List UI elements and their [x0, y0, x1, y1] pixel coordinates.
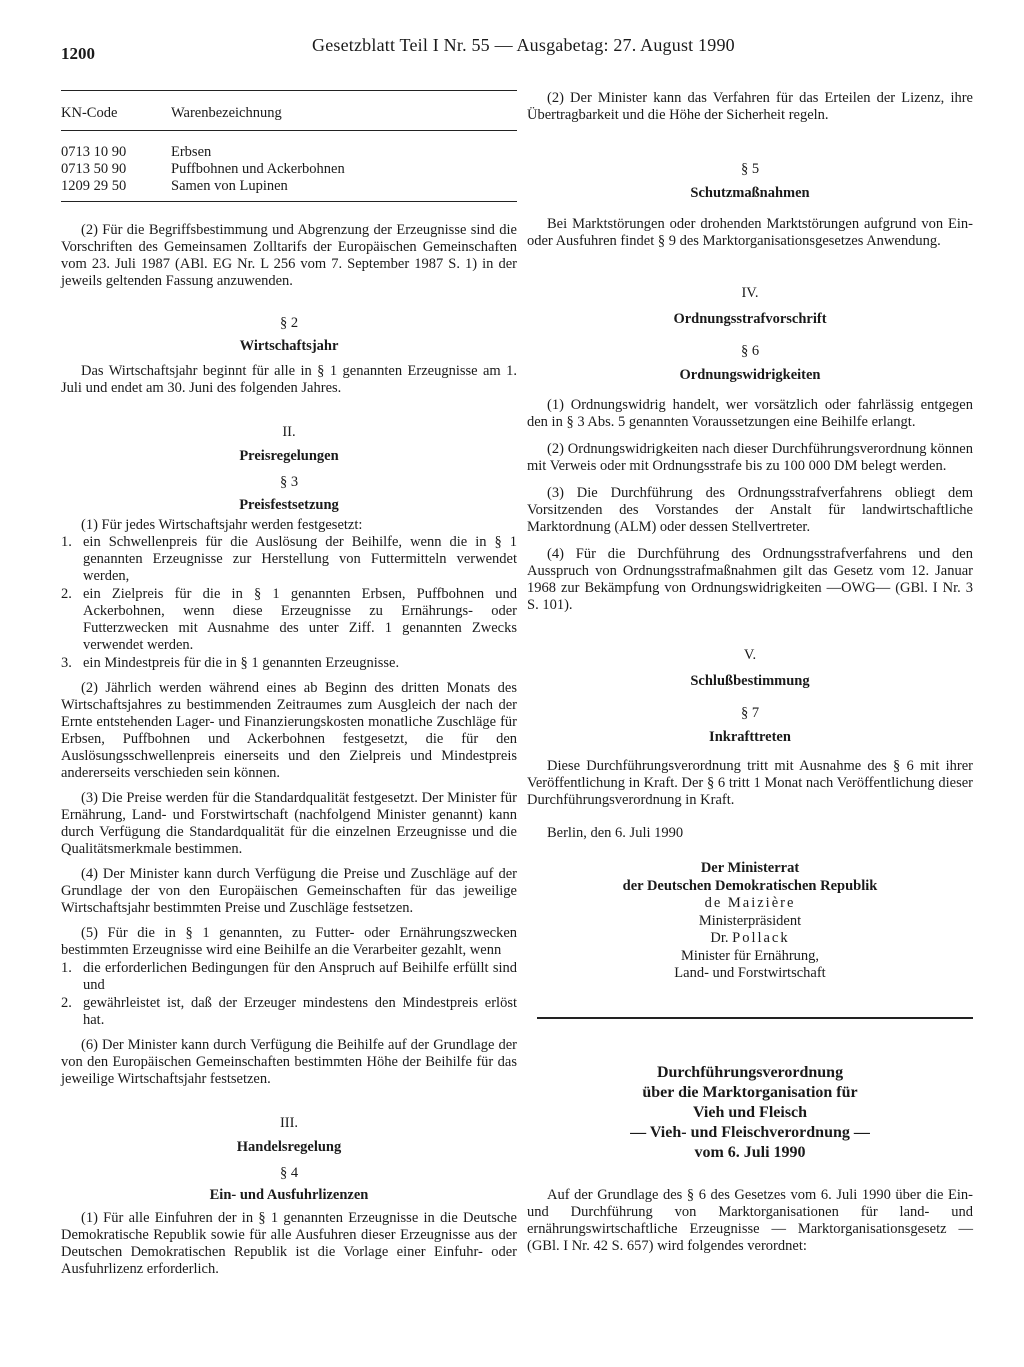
signature-title-2a: Minister für Ernährung, — [680, 947, 820, 964]
section-sign-6: § 6 — [740, 343, 760, 359]
list-item-text: ein Mindestpreis für die in § 1 genannten Erzeugnisse. — [83, 655, 400, 671]
new-regulation-title-1: Durchführungsverordnung — [656, 1063, 844, 1081]
new-regulation-title-2: über die Marktorganisation für — [642, 1083, 858, 1101]
kn-code-table-body — [61, 144, 517, 195]
table-header-row — [61, 105, 517, 122]
section-sign-7: § 7 — [740, 705, 760, 721]
paragraph-s3-6: (6) Der Minister kann durch Verfügung die Beihilfe auf der Grundlage der von den Europäischen Gemeinschaften bestimmten Höhe der Beihilfe für das jeweilige Wirtschaftsjahr festsetzen. — [61, 1037, 517, 1087]
paragraph-s6-2: (2) Ordnungswidrigkeiten nach dieser Durchführungsverordnung können mit Verweis oder mit Ordnungsstrafe bis zu 100 000 DM belegt werden. — [527, 441, 973, 474]
section-title-2: Wirtschaftsjahr — [239, 338, 339, 354]
separator-rule — [537, 1017, 973, 1019]
paragraph-s3-4: (4) Der Minister kann durch Verfügung die Preise und Zuschläge auf der Grundlage der von den Europäischen Gemeinschaften für das jeweilige Wirtschaftsjahr bestimmten Preise und Zuschläge festsetzen. — [61, 866, 517, 916]
signature-name-2: Pollack — [732, 930, 790, 946]
list-item — [61, 995, 517, 1029]
table-header-name: Warenbezeichnung — [171, 105, 282, 121]
paragraph-s4-2: (2) Der Minister kann das Verfahren für das Erteilen der Lizenz, ihre Übertragbarkeit und die Höhe der Sicherheit regeln. — [527, 90, 973, 123]
paragraph-s3-3: (3) Die Preise werden für die Standardqualität festgesetzt. Der Minister für Ernährung, Land- und Forstwirtschaft (nachfolgend Minister genannt) kann durch Verfügung die Standardqualität für die einzelnen Erzeugnisse und die Qualitätsmerkmale bestimmen. — [61, 790, 517, 857]
paragraph-s4-1: (1) Für alle Einfuhren der in § 1 genannten Erzeugnisse in die Deutsche Demokratische Republik sowie für alle Ausfuhren dieser Erzeugnisse aus der Deutschen Demokratischen Republik ist die Vorlage einer Einfuhr- oder Ausfuhrlizenz erforderlich. — [61, 1210, 517, 1277]
signature-title-1: Ministerpräsident — [698, 912, 802, 929]
part-title-V: Schlußbestimmung — [690, 673, 810, 689]
section-title-4: Ein- und Ausfuhrlizenzen — [209, 1187, 369, 1203]
table-row — [61, 144, 517, 161]
table-cell-code: 1209 29 50 — [61, 178, 127, 194]
table-cell-name: Samen von Lupinen — [171, 178, 288, 194]
date-line: Berlin, den 6. Juli 1990 — [547, 825, 684, 841]
list-item-text: die erforderlichen Bedingungen für den Anspruch auf Beihilfe erfüllt sind und — [83, 960, 517, 993]
part-title-II: Preisregelungen — [239, 448, 339, 464]
table-cell-code: 0713 10 90 — [61, 144, 127, 160]
table-header-code: KN-Code — [61, 105, 118, 121]
signature-name-2-line — [527, 930, 973, 948]
list-item-number: 2. — [61, 995, 72, 1011]
section-title-7: Inkrafttreten — [709, 729, 791, 745]
list-item-number: 3. — [61, 655, 72, 671]
list-item-text: ein Zielpreis für die in § 1 genannten Erbsen, Puffbohnen und Ackerbohnen, wenn diese Erzeugnisse zu Ernährungs- oder Futterzwecken mit Ausnahme des unter Ziff. 1 genannten Zwecks verwendet werden. — [83, 586, 517, 653]
part-heading-IV: IV. — [741, 285, 759, 301]
table-row — [61, 178, 517, 195]
part-title-III: Handelsregelung — [236, 1139, 342, 1155]
signature-org-2: der Deutschen Demokratischen Republik — [622, 877, 878, 894]
table-cell-name: Puffbohnen und Ackerbohnen — [171, 161, 345, 177]
list-item-number: 2. — [61, 586, 72, 602]
list-item — [61, 655, 517, 672]
signature-block — [527, 860, 973, 983]
paragraph-s2: Das Wirtschaftsjahr beginnt für alle in § 1 genannten Erzeugnisse am 1. Juli und endet am 30. Juni des folgenden Jahres. — [61, 363, 517, 396]
new-regulation-title-3: Vieh und Fleisch — [692, 1103, 808, 1121]
paragraph-s6-4: (4) Für die Durchführung des Ordnungsstrafverfahrens und den Ausspruch von Ordnungsstrafmaßnahmen gilt das Gesetz vom 12. Januar 1968 zur Bekämpfung von Ordnungswidrigkeiten —OWG— (GBl. I Nr. 3 S. 101). — [527, 546, 973, 613]
list-item — [61, 534, 517, 585]
section-sign-4: § 4 — [279, 1165, 299, 1181]
part-heading-II: II. — [282, 424, 296, 440]
section-sign-5: § 5 — [740, 161, 760, 177]
paragraph-s6-1: (1) Ordnungswidrig handelt, wer vorsätzlich oder fahrlässig entgegen den in § 3 Abs. 5 genannten Voraussetzungen eine Beihilfe erlangt. — [527, 397, 973, 430]
kn-code-table — [61, 105, 517, 122]
list-item-text: gewährleistet ist, daß der Erzeuger mindestens den Mindestpreis erlöst hat. — [83, 995, 517, 1028]
section-title-3: Preisfestsetzung — [239, 497, 339, 513]
table-cell-code: 0713 50 90 — [61, 161, 127, 177]
part-title-IV: Ordnungsstrafvorschrift — [673, 311, 827, 327]
paragraph-s3-1: (1) Für jedes Wirtschaftsjahr werden festgesetzt: — [81, 517, 363, 533]
table-header-rule — [61, 130, 517, 131]
new-regulation-intro: Auf der Grundlage des § 6 des Gesetzes vom 6. Juli 1990 über die Ein- und Durchführung von Marktorganisationen für land- und ernährungswirtschaftliche Erzeugnisse — Marktorganisationsgesetz — (GBl. I Nr. 42 S. 657) wird folgendes verordnet: — [527, 1186, 973, 1254]
section-title-5: Schutzmaßnahmen — [690, 185, 810, 201]
list-item — [61, 960, 517, 994]
list-item-number: 1. — [61, 534, 72, 550]
paragraph-s3-2: (2) Jährlich werden während eines ab Beginn des dritten Monats des Wirtschaftsjahres zu bestimmenden Zeitraumes zum Ausgleich der nach der Ernte entstehenden Lager- und Finanzierungskosten monatliche Zuschläge für Erbsen, Puffbohnen und Ackerbohnen festgesetzt, die für den Auslösungsschwellenpreis einerseits und den Zielpreis und Mindestpreis andererseits verschieden sein können. — [61, 680, 517, 781]
list-item-text: ein Schwellenpreis für die Auslösung der Beihilfe, wenn die in § 1 genannten Erzeugnisse zur Herstellung von Futtermitteln verwendet werden, — [83, 534, 517, 584]
paragraph-s7: Diese Durchführungsverordnung tritt mit Ausnahme des § 6 mit ihrer Veröffentlichung in Kraft. Der § 6 tritt 1 Monat nach Veröffentlichung dieser Durchführungsverordnung in Kraft. — [527, 758, 973, 808]
signature-name-1: de Maizière — [704, 895, 796, 911]
paragraph-s1-2: (2) Für die Begriffsbestimmung und Abgrenzung der Erzeugnisse sind die Vorschriften des Gemeinsamen Zolltarifs der Europäischen Gemeinschaften vom 23. Juli 1987 (ABl. EG Nr. L 256 vom 7. September 1987 S. 1) in der jeweils geltenden Fassung anzuwenden. — [61, 222, 517, 289]
section-sign-3: § 3 — [279, 474, 299, 490]
new-regulation-title-4: — Vieh- und Fleischverordnung — — [630, 1123, 870, 1141]
table-cell-name: Erbsen — [171, 144, 212, 160]
table-row — [61, 161, 517, 178]
paragraph-s3-5: (5) Für die in § 1 genannten, zu Futter- oder Ernährungszwecken bestimmten Erzeugnisse wird eine Beihilfe an die Verarbeiter gezahlt, wenn — [61, 925, 517, 958]
table-top-rule — [61, 90, 517, 91]
section-sign-2: § 2 — [279, 315, 299, 331]
signature-org-1: Der Ministerrat — [700, 860, 800, 876]
signature-title-2b: Land- und Forstwirtschaft — [674, 965, 826, 981]
paragraph-s5: Bei Marktstörungen oder drohenden Marktstörungen aufgrund von Ein- oder Ausfuhren findet § 9 des Marktorganisationsgesetzes Anwendung. — [527, 216, 973, 249]
part-heading-III: III. — [279, 1115, 299, 1131]
running-head: Gesetzblatt Teil I Nr. 55 — Ausgabetag: 27. August 1990 — [312, 35, 735, 55]
list-item — [61, 586, 517, 654]
new-regulation-title-5: vom 6. Juli 1990 — [694, 1143, 806, 1161]
left-column — [61, 90, 517, 1278]
part-heading-V: V. — [743, 647, 757, 663]
section-title-6: Ordnungswidrigkeiten — [679, 367, 821, 383]
right-column — [527, 90, 973, 1255]
paragraph-s6-3: (3) Die Durchführung des Ordnungsstrafverfahrens obliegt dem Vorsitzenden des Vorstandes der Anstalt für landwirtschaftliche Marktordnung (ALM) oder dessen Stellvertreter. — [527, 485, 973, 535]
signature-name-2-prefix: Dr. — [710, 930, 729, 946]
list-item-number: 1. — [61, 960, 72, 976]
page-number: 1200 — [61, 44, 95, 63]
table-bottom-rule — [61, 201, 517, 202]
